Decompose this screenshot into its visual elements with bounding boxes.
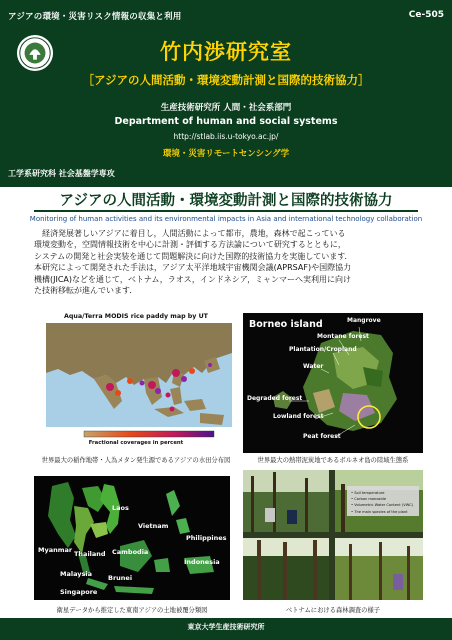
country-label-cambodia: Cambodia — [112, 548, 149, 556]
paragraph-line: 本研究によって開発された手法は，アジア太平洋地域宇宙機関会議(APRSAF)や国際協力 — [34, 263, 352, 273]
country-label-malaysia: Malaysia — [60, 570, 92, 578]
country-label-laos: Laos — [112, 504, 129, 512]
inset-line: • Carbon monoxide — [351, 497, 387, 502]
footer-institution: 東京大学生産技術研究所 — [187, 623, 265, 631]
country-label-brunei: Brunei — [108, 574, 133, 582]
series-title: アジアの環境・災害リスク情報の収集と利用 — [8, 12, 182, 22]
country-label-thailand: Thailand — [74, 550, 106, 558]
landcover-label-plantation: Plantation/Cropland — [289, 346, 357, 353]
country-label-singapore: Singapore — [60, 588, 98, 596]
paragraph-line: 経済発展著しいアジアに着目し，人間活動によって都市，農地，森林で起こっている — [34, 229, 346, 238]
department-en: Department of human and social systems — [114, 116, 338, 127]
body-paragraph — [34, 228, 424, 296]
inset-line: • Soil temperature — [351, 491, 385, 495]
inset-line: • The main species of the plant — [351, 509, 408, 514]
header-panel — [0, 0, 452, 187]
figure-caption: 衛星データから推定した東南アジアの土地被覆分類図 — [56, 607, 208, 614]
lab-title: 竹内渉研究室 — [160, 40, 292, 64]
rice-paddy-map-image — [34, 313, 238, 453]
section-title-en: Monitoring of human activities and its environmental impacts in Asia and international technology collaboration — [29, 215, 423, 223]
legend-label: Fractional coverages in percent — [88, 440, 184, 446]
lab-subtitle: ［アジアの人間活動・環境変動計測と国際的技術協力］ — [82, 73, 370, 87]
paragraph-line: 機構(JICA)などを通じて，ベトナム，ラオス，インドネシア，ミャンマーへ実利用に向け — [34, 274, 351, 284]
lab-subject: 環境・災害リモートセンシング学 — [162, 149, 290, 159]
country-label-vietnam: Vietnam — [138, 522, 169, 530]
country-label-philippines: Philippines — [186, 534, 227, 542]
section-title: アジアの人間活動・環境変動計測と国際的技術協力 — [59, 193, 393, 209]
landcover-label-montane: Montane forest — [317, 333, 369, 340]
landcover-label-water: Water — [303, 363, 324, 370]
se-asia-landcover-figure — [34, 476, 230, 600]
measurement-inset — [351, 490, 419, 515]
figure-caption: 世界最大の稲作地帯・人為メタン発生源であるアジアの水田分布図 — [41, 457, 231, 464]
section-divider — [34, 210, 418, 212]
paragraph-line: た技術移転が進んでいます． — [34, 286, 138, 296]
rice-paddy-map-figure — [34, 313, 238, 453]
borneo-title: Borneo island — [249, 319, 323, 330]
paragraph-line: システムの開発と社会実装を通じて問題解決に向けた国際的技術協力を実施しています． — [34, 251, 353, 261]
figure-caption: 世界最大の熱帯泥炭地であるボルネオ島の陸域生態系 — [257, 457, 409, 464]
figure-caption: ベトナムにおける森林調査の様子 — [285, 607, 381, 614]
inset-line: • Volumetric Water Content (VWC) — [351, 503, 414, 508]
poster-code: Ce-505 — [408, 10, 444, 20]
country-label-myanmar: Myanmar — [38, 546, 73, 554]
paragraph-line: 環境変動を，空間情報技術を中心に計測・評価する方法論について研究するとともに， — [34, 240, 346, 250]
landcover-label-peat: Peat forest — [303, 433, 341, 440]
country-label-indonesia: Indonesia — [184, 558, 220, 566]
landcover-label-mangrove: Mangrove — [347, 317, 381, 324]
graduate-school: 工学系研究科 社会基盤学専攻 — [8, 169, 115, 178]
lab-url-link[interactable]: http://stlab.iis.u-tokyo.ac.jp/ — [173, 132, 279, 141]
map-title: Aqua/Terra MODIS rice paddy map by UT — [64, 313, 208, 320]
department-ja: 生産技術研究所 人間・社会系部門 — [160, 103, 292, 113]
forest-survey-photos-figure — [243, 470, 423, 600]
landcover-label-degraded: Degraded forest — [247, 395, 303, 402]
landcover-label-lowland: Lowland forest — [273, 413, 324, 420]
borneo-ecosystem-figure — [243, 313, 423, 453]
